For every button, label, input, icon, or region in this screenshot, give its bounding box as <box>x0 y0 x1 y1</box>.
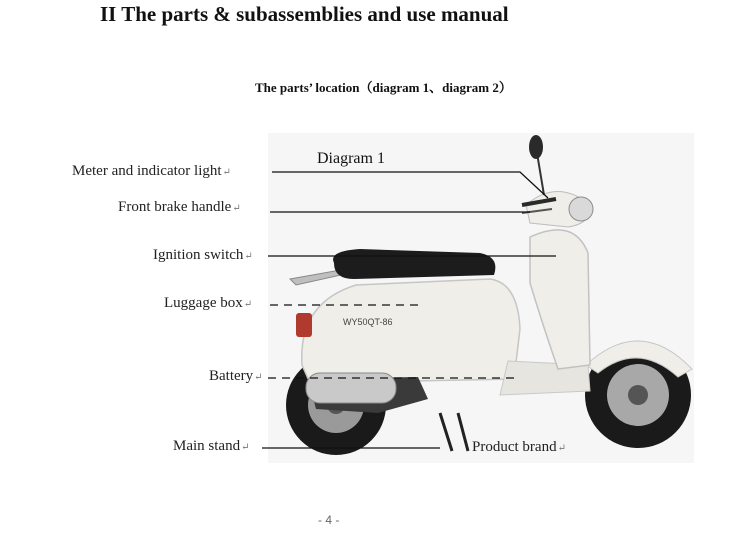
label-text: Battery <box>209 368 254 384</box>
label-text: Front brake handle <box>118 199 232 215</box>
return-mark-icon: ↵ <box>243 299 253 310</box>
return-mark-icon: ↵ <box>244 251 253 262</box>
label-meter-indicator-light <box>72 163 231 180</box>
label-main-stand <box>173 438 249 455</box>
label-text: Meter and indicator light <box>72 163 222 179</box>
label-ignition-switch <box>153 247 253 264</box>
diagram-label: Diagram 1 <box>317 150 385 167</box>
page-number: - 4 - <box>318 513 340 527</box>
label-battery <box>209 368 263 385</box>
label-text: Product brand <box>472 439 557 455</box>
return-mark-icon: ↵ <box>254 372 263 383</box>
label-text: Main stand <box>173 438 241 454</box>
label-product-brand <box>472 439 566 456</box>
return-mark-icon: ↵ <box>222 167 231 178</box>
label-luggage-box <box>164 295 252 312</box>
leader-meter <box>272 172 548 198</box>
label-text: Ignition switch <box>153 247 244 263</box>
section-subheading: The parts’ location（diagram 1、diagram 2） <box>255 80 512 95</box>
model-plate: WY50QT-86 <box>343 317 393 327</box>
label-front-brake-handle <box>118 199 241 216</box>
return-mark-icon: ↵ <box>232 203 241 214</box>
return-mark-icon: ↵ <box>557 443 566 454</box>
page-heading: II The parts & subassemblies and use manual <box>100 2 509 26</box>
return-mark-icon: ↵ <box>241 442 250 453</box>
label-text: Luggage box <box>164 295 243 311</box>
